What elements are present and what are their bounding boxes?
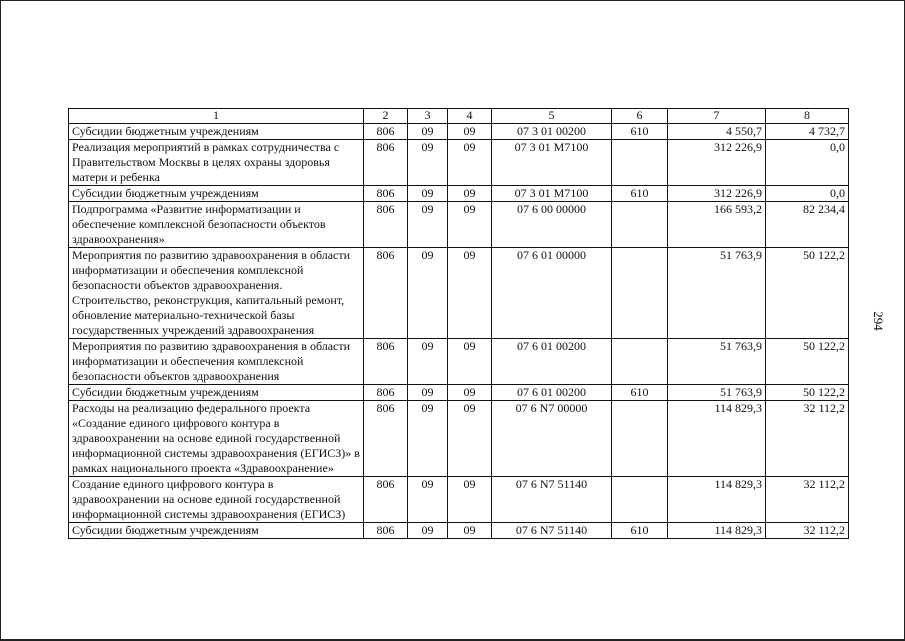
column-number: 7	[668, 109, 766, 124]
cell-rz: 09	[408, 339, 448, 385]
cell-name: Расходы на реализацию федерального проекта «Создание единого цифрового контура в здравоохранении на основе единой государственной информационной системы здравоохранения (ЕГИСЗ)» в рамках национального проекта «Здравоохранение»	[69, 401, 364, 477]
cell-rz: 09	[408, 124, 448, 140]
cell-rz: 09	[408, 202, 448, 248]
column-number: 4	[448, 109, 492, 124]
cell-pr: 09	[448, 385, 492, 401]
cell-pr: 09	[448, 124, 492, 140]
cell-v2020: 114 829,3	[668, 477, 766, 523]
cell-name: Подпрограмма «Развитие информатизации и обеспечение комплексной безопасности объектов здравоохранения»	[69, 202, 364, 248]
cell-ved: 806	[364, 523, 408, 539]
cell-vr	[612, 477, 668, 523]
column-number: 6	[612, 109, 668, 124]
cell-csr: 07 6 N7 00000	[492, 401, 612, 477]
cell-csr: 07 6 01 00000	[492, 248, 612, 339]
cell-v2020: 312 226,9	[668, 186, 766, 202]
cell-v2020: 51 763,9	[668, 339, 766, 385]
cell-v2020: 312 226,9	[668, 140, 766, 186]
cell-name: Субсидии бюджетным учреждениям	[69, 385, 364, 401]
cell-ved: 806	[364, 202, 408, 248]
cell-pr: 09	[448, 202, 492, 248]
cell-ved: 806	[364, 385, 408, 401]
cell-name: Мероприятия по развитию здравоохранения в области информатизации и обеспечения комплексной безопасности объектов здравоохранения. Строительство, реконструкция, капитальный ремонт, обновление материально-технической базы государственных учреждений здравоохранения	[69, 248, 364, 339]
cell-v2021: 50 122,2	[766, 385, 849, 401]
cell-csr: 07 6 01 00200	[492, 339, 612, 385]
cell-rz: 09	[408, 477, 448, 523]
column-number: 2	[364, 109, 408, 124]
budget-table	[68, 108, 849, 539]
table-row	[69, 401, 849, 477]
cell-pr: 09	[448, 339, 492, 385]
page-number: 294	[870, 311, 886, 331]
cell-pr: 09	[448, 477, 492, 523]
cell-vr: 610	[612, 523, 668, 539]
cell-pr: 09	[448, 248, 492, 339]
cell-pr: 09	[448, 186, 492, 202]
cell-rz: 09	[408, 248, 448, 339]
table-row	[69, 339, 849, 385]
column-number: 3	[408, 109, 448, 124]
cell-v2021: 4 732,7	[766, 124, 849, 140]
cell-v2021: 0,0	[766, 186, 849, 202]
cell-vr	[612, 202, 668, 248]
cell-name: Создание единого цифрового контура в здравоохранении на основе единой государственной информационной системы здравоохранения (ЕГИСЗ)	[69, 477, 364, 523]
cell-name: Реализация мероприятий в рамках сотрудничества с Правительством Москвы в целях охраны здоровья матери и ребенка	[69, 140, 364, 186]
column-number: 8	[766, 109, 849, 124]
cell-csr: 07 6 N7 51140	[492, 477, 612, 523]
cell-v2021: 0,0	[766, 140, 849, 186]
cell-rz: 09	[408, 385, 448, 401]
cell-csr: 07 6 N7 51140	[492, 523, 612, 539]
cell-v2020: 51 763,9	[668, 385, 766, 401]
cell-v2021: 82 234,4	[766, 202, 849, 248]
cell-v2021: 50 122,2	[766, 248, 849, 339]
cell-csr: 07 3 01 00200	[492, 124, 612, 140]
cell-ved: 806	[364, 477, 408, 523]
cell-csr: 07 6 00 00000	[492, 202, 612, 248]
table-row	[69, 523, 849, 539]
cell-v2020: 114 829,3	[668, 523, 766, 539]
cell-pr: 09	[448, 140, 492, 186]
cell-ved: 806	[364, 186, 408, 202]
cell-v2020: 4 550,7	[668, 124, 766, 140]
cell-vr	[612, 140, 668, 186]
cell-rz: 09	[408, 140, 448, 186]
cell-csr: 07 6 01 00200	[492, 385, 612, 401]
cell-v2021: 32 112,2	[766, 401, 849, 477]
cell-vr: 610	[612, 186, 668, 202]
cell-rz: 09	[408, 523, 448, 539]
cell-v2021: 32 112,2	[766, 477, 849, 523]
column-number: 5	[492, 109, 612, 124]
table-row	[69, 202, 849, 248]
cell-csr: 07 3 01 M7100	[492, 186, 612, 202]
cell-ved: 806	[364, 401, 408, 477]
cell-name: Субсидии бюджетным учреждениям	[69, 186, 364, 202]
cell-v2020: 51 763,9	[668, 248, 766, 339]
cell-vr	[612, 248, 668, 339]
cell-vr: 610	[612, 124, 668, 140]
cell-ved: 806	[364, 124, 408, 140]
cell-v2021: 50 122,2	[766, 339, 849, 385]
cell-ved: 806	[364, 140, 408, 186]
cell-name: Субсидии бюджетным учреждениям	[69, 124, 364, 140]
cell-ved: 806	[364, 248, 408, 339]
table-row	[69, 385, 849, 401]
cell-rz: 09	[408, 401, 448, 477]
table-row	[69, 124, 849, 140]
cell-csr: 07 3 01 M7100	[492, 140, 612, 186]
column-number-row	[69, 109, 849, 124]
cell-name: Мероприятия по развитию здравоохранения в области информатизации и обеспечения комплексной безопасности объектов здравоохранения	[69, 339, 364, 385]
cell-vr: 610	[612, 385, 668, 401]
table-row	[69, 140, 849, 186]
cell-rz: 09	[408, 186, 448, 202]
cell-v2020: 114 829,3	[668, 401, 766, 477]
cell-v2020: 166 593,2	[668, 202, 766, 248]
cell-name: Субсидии бюджетным учреждениям	[69, 523, 364, 539]
table-row	[69, 248, 849, 339]
cell-v2021: 32 112,2	[766, 523, 849, 539]
cell-vr	[612, 339, 668, 385]
column-number: 1	[69, 109, 364, 124]
table-row	[69, 477, 849, 523]
table-row	[69, 186, 849, 202]
cell-pr: 09	[448, 401, 492, 477]
table-body	[69, 109, 849, 539]
cell-vr	[612, 401, 668, 477]
cell-ved: 806	[364, 339, 408, 385]
cell-pr: 09	[448, 523, 492, 539]
